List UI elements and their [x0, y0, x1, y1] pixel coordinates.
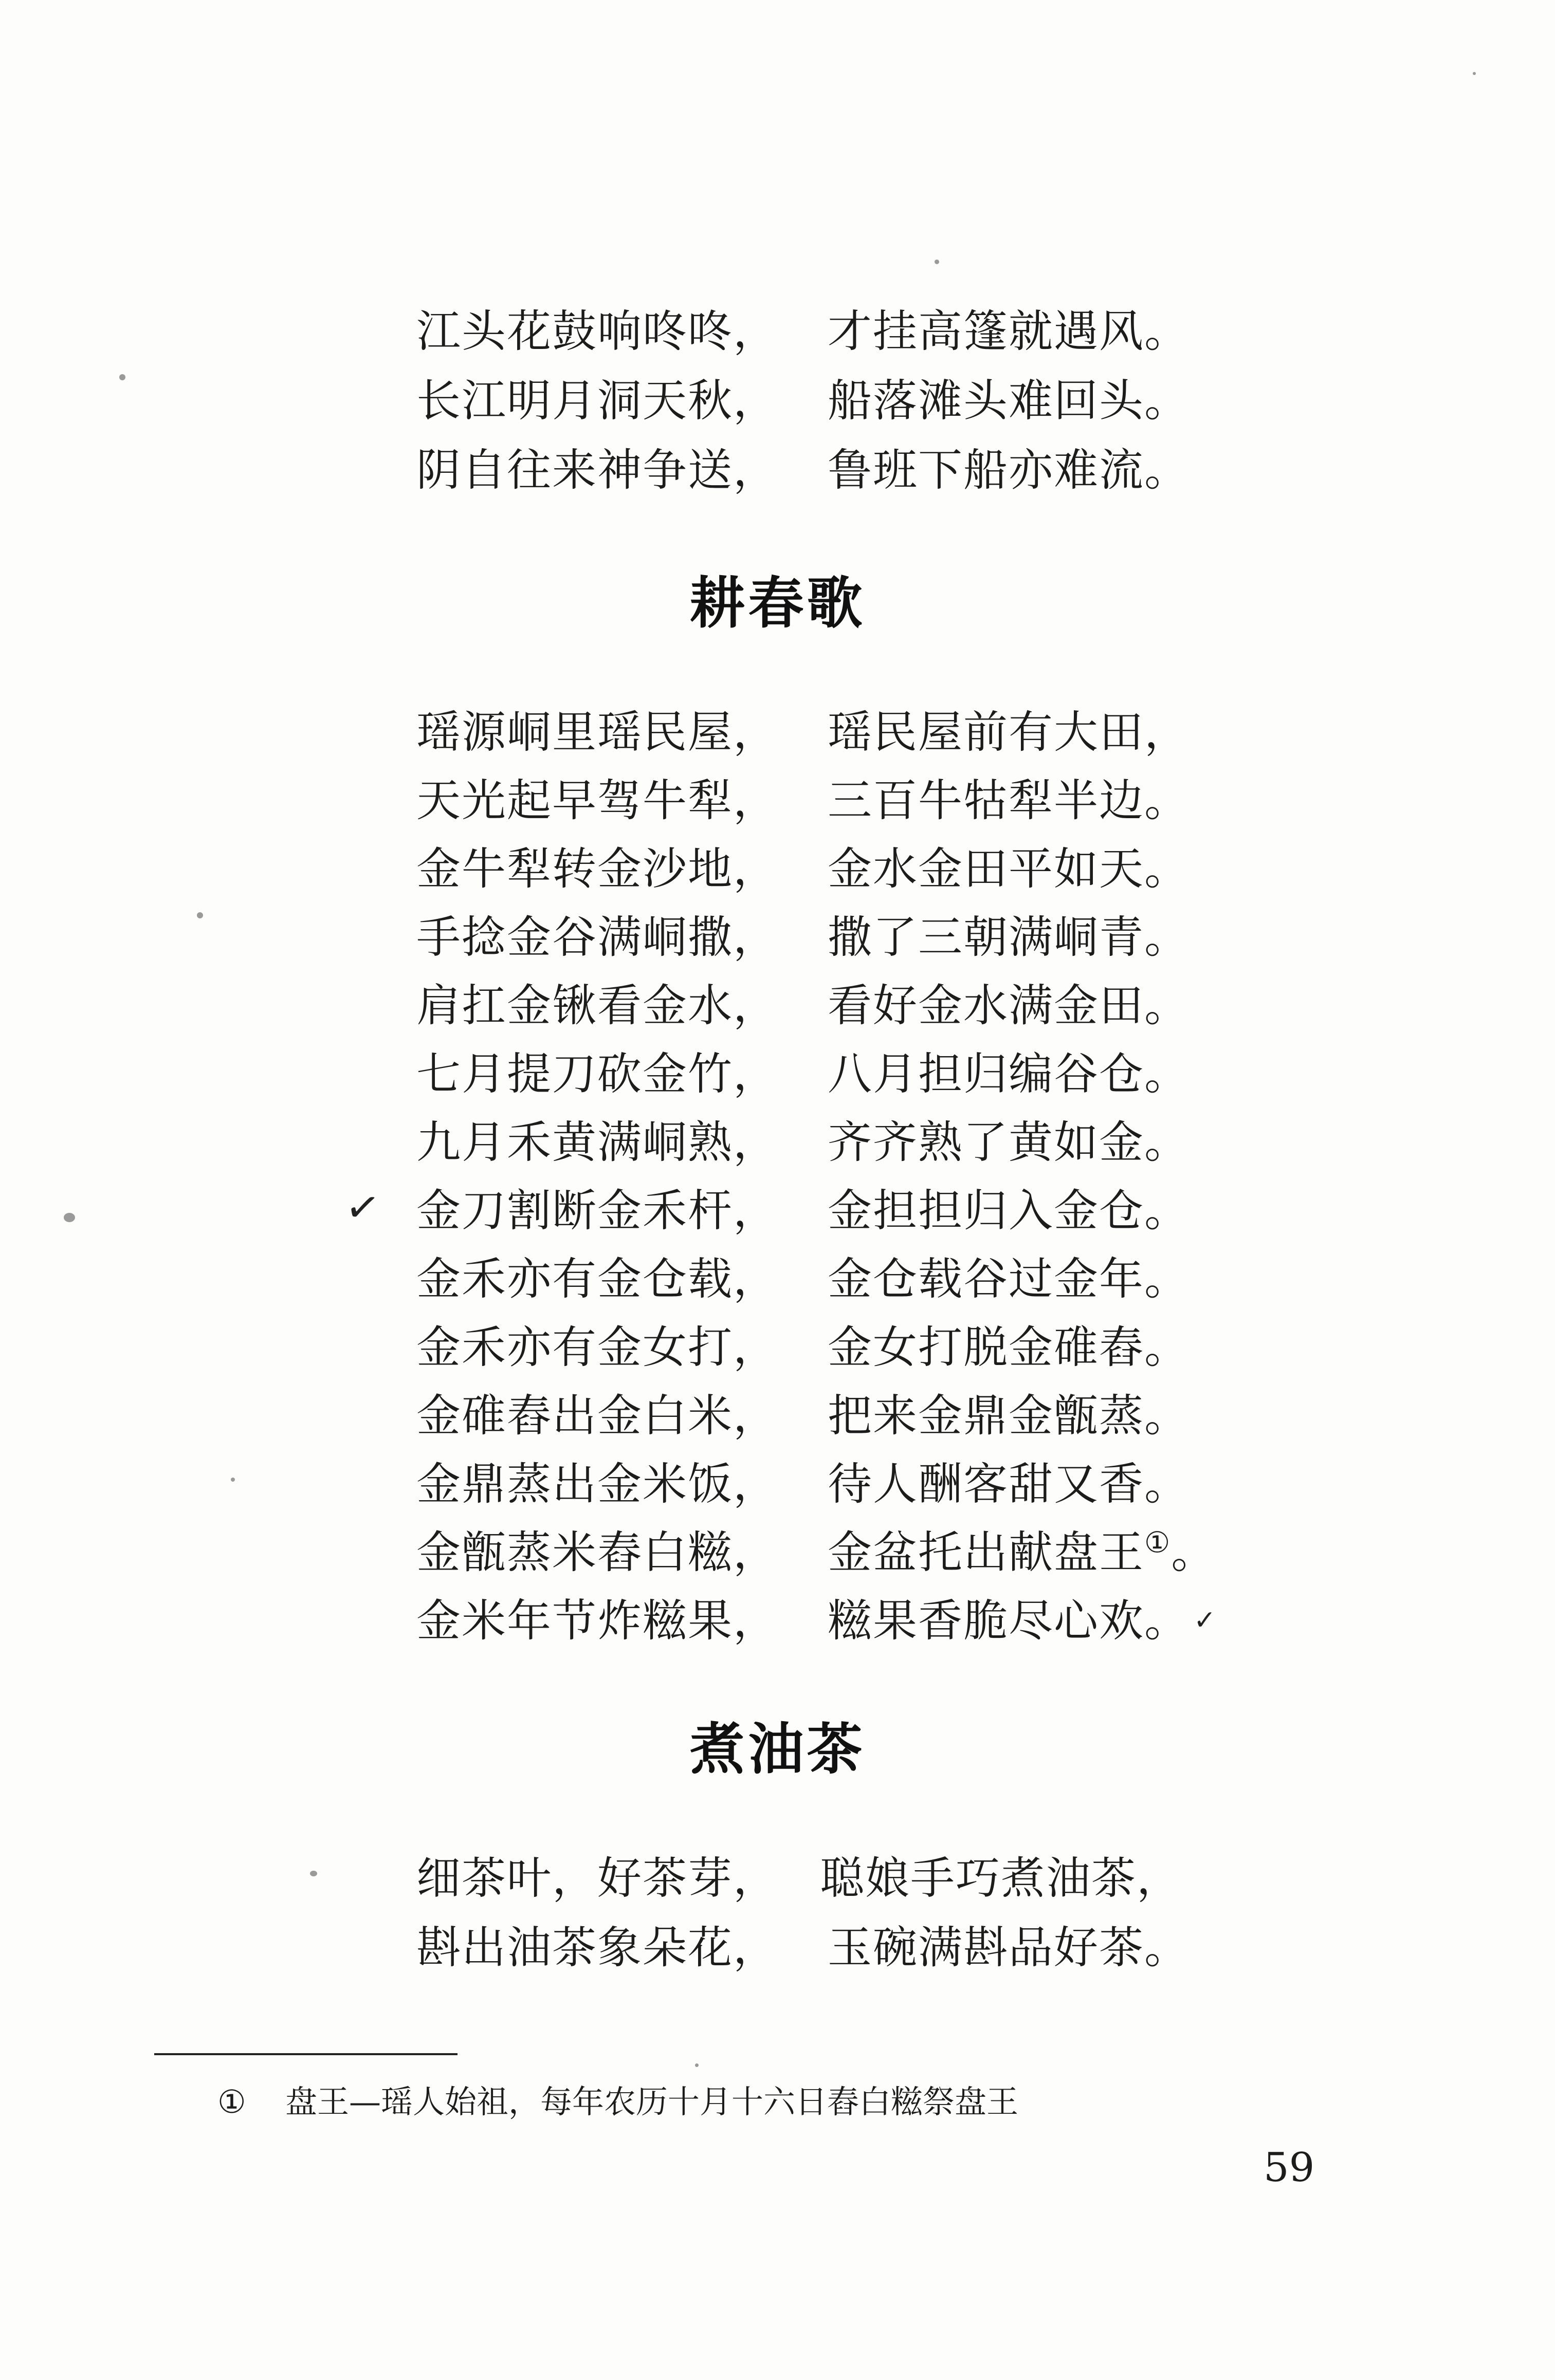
scan-speck — [64, 1213, 75, 1222]
section-title-gengchunge: 耕春歌 — [689, 571, 866, 636]
scan-speck — [231, 1478, 235, 1482]
couplet-left: 金禾亦有金女打， — [416, 1322, 778, 1373]
couplet-right: 看好金水满金田。 — [828, 980, 1190, 1031]
couplet-right: 才挂高篷就遇风。 — [828, 306, 1190, 357]
couplet-right-text: 金盆托出献盘王 — [828, 1527, 1144, 1578]
section-title-zhuyoucha: 煮油茶 — [689, 1718, 866, 1782]
couplet-right-end: 。 — [1171, 1527, 1217, 1578]
couplet — [416, 1246, 1239, 1313]
couplet-left: 长江明月洞天秋， — [416, 375, 778, 427]
couplet-left: 金鼎蒸出金米饭， — [416, 1459, 778, 1510]
scan-speck — [935, 260, 939, 264]
couplet-left: 金甑蒸米舂白糍， — [416, 1527, 778, 1578]
handwritten-check-mark-icon: ✓ — [1194, 1605, 1216, 1636]
couplet-left: 七月提刀砍金竹， — [416, 1048, 778, 1100]
couplet-left: 细茶叶，好茶芽， — [416, 1853, 778, 1904]
couplet-right: 糍果香脆尽心欢。 — [828, 1595, 1190, 1647]
couplet-left: 手捻金谷满峒撒， — [416, 912, 778, 963]
couplet-left: 江头花鼓响咚咚， — [416, 306, 778, 357]
couplet-right: 金仓载谷过金年。 — [828, 1253, 1190, 1305]
couplet-left: 金碓舂出金白米， — [416, 1390, 778, 1442]
couplet-right: 鲁班下船亦难流。 — [828, 445, 1190, 496]
couplet-left: 金刀割断金禾杆， — [416, 1185, 778, 1237]
couplet-left: 金禾亦有金仓载， — [416, 1253, 778, 1305]
couplet-left: 天光起早驾牛犁， — [416, 775, 778, 826]
couplet-right: 八月担归编谷仓。 — [828, 1048, 1190, 1100]
couplet — [416, 699, 1239, 766]
couplet-right — [828, 1519, 1216, 1586]
couplet-left: 金米年节炸糍果， — [416, 1595, 778, 1647]
couplet — [416, 767, 1239, 834]
couplet — [416, 1177, 1239, 1244]
couplet-left: 九月禾黄满峒熟， — [416, 1117, 778, 1168]
couplet-right: 金女打脱金碓舂。 — [828, 1322, 1190, 1373]
couplet — [416, 298, 1239, 365]
footnote-divider — [154, 2053, 458, 2055]
couplet-right: 瑶民屋前有大田， — [828, 707, 1190, 758]
couplet — [416, 1588, 1239, 1654]
footnote-text: 盘王—瑶人始祖，每年农历十月十六日舂白糍祭盘王 — [285, 2083, 1019, 2120]
footnote-number: ① — [217, 2083, 246, 2120]
couplet — [416, 972, 1239, 1039]
couplet-right: 撒了三朝满峒青。 — [828, 912, 1190, 963]
couplet-right: 金担担归入金仓。 — [828, 1185, 1190, 1237]
couplet — [416, 1382, 1239, 1449]
couplet — [416, 367, 1239, 434]
couplet — [416, 1041, 1239, 1108]
couplet — [416, 1314, 1239, 1381]
couplet-left: 斟出油茶象朵花， — [416, 1922, 778, 1973]
page-number: 59 — [1264, 2145, 1315, 2191]
couplet — [416, 904, 1239, 971]
scan-speck — [197, 912, 203, 918]
couplet — [416, 1451, 1239, 1518]
couplet-right: 三百牛牯犁半边。 — [828, 775, 1190, 826]
couplet-left: 瑶源峒里瑶民屋， — [416, 707, 778, 758]
couplet — [416, 836, 1239, 902]
couplet-right: 船落滩头难回头。 — [828, 375, 1190, 427]
couplet-left: 肩扛金锹看金水， — [416, 980, 778, 1031]
couplet — [416, 1519, 1239, 1586]
couplet-right: 待人酬客甜又香。 — [828, 1459, 1190, 1510]
scan-speck — [695, 2063, 699, 2067]
couplet — [416, 1914, 1239, 1981]
couplet-left: 金牛犁转金沙地， — [416, 843, 778, 895]
couplet — [416, 1109, 1239, 1176]
couplet — [416, 437, 1239, 504]
handwritten-check-mark-icon: ✓ — [342, 1181, 383, 1234]
couplet-right: 把来金鼎金甑蒸。 — [828, 1390, 1190, 1442]
couplet-right: 金水金田平如天。 — [828, 843, 1190, 895]
scan-speck — [1473, 72, 1476, 75]
couplet-right: 玉碗满斟品好茶。 — [828, 1922, 1190, 1973]
couplet-right: 聪娘手巧煮油茶， — [820, 1853, 1182, 1904]
scan-speck — [310, 1871, 317, 1876]
footnote-reference: ① — [1144, 1526, 1172, 1560]
couplet-left: 阴自往来神争送， — [416, 445, 778, 496]
scan-speck — [119, 374, 125, 380]
couplet — [416, 1845, 1239, 1912]
couplet-right: 齐齐熟了黄如金。 — [828, 1117, 1190, 1168]
